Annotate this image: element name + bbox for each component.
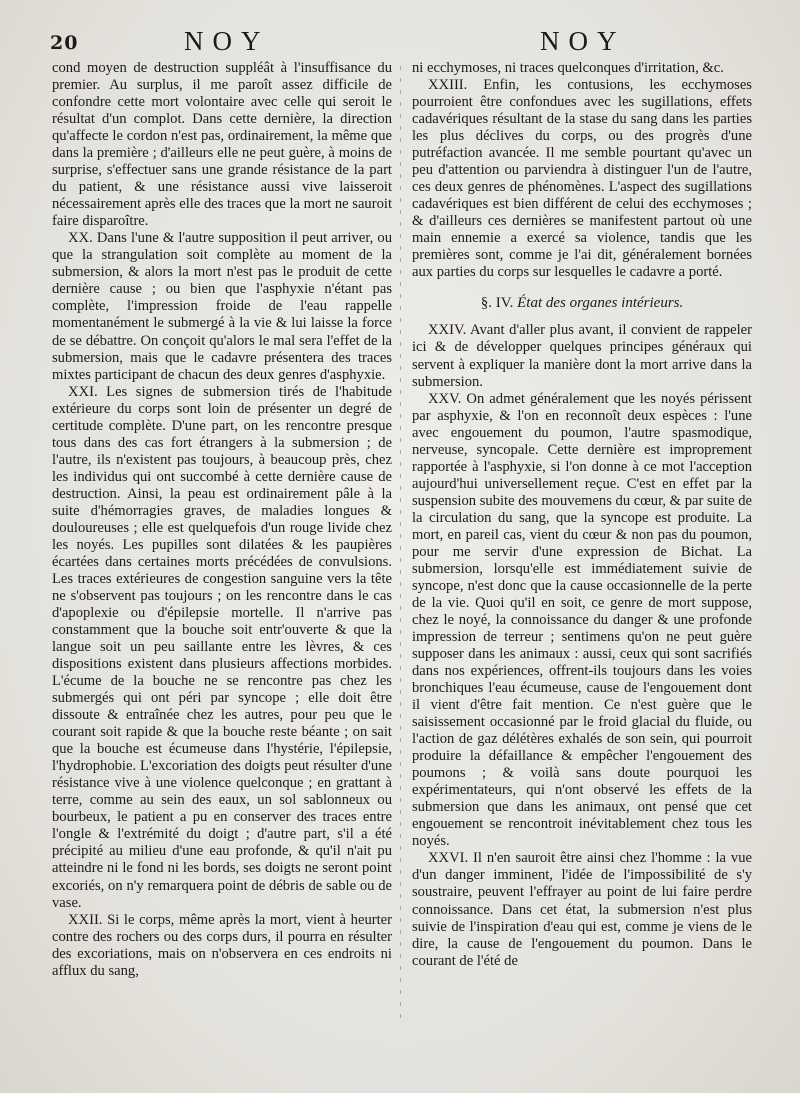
- left-column: [52, 60, 392, 980]
- section-number: §. IV.: [480, 295, 514, 312]
- section-heading: [412, 295, 752, 312]
- column-divider: [400, 66, 401, 1026]
- section-title: État des organes intérieurs.: [517, 295, 684, 312]
- paragraph-continuation: ni ecchymoses, ni traces quelconques d'irritation, &c.: [412, 60, 724, 76]
- paragraph-xxii: XXII. Si le corps, même après la mort, vient à heurter contre des rochers ou des corps durs, il pourra en résulter des excoriations, mais on n'observera en ces endroits ni afflux du sang,: [52, 911, 392, 979]
- page-number: 20: [50, 32, 79, 54]
- paragraph-xx: XX. Dans l'une & l'autre supposition il peut arriver, ou que la strangulation soit complète au moment de la submersion, & alors la mort n'est pas le produit de cette dernière cause ; ou bien que l'asphyxie n'étant pas complète, l'impression froide de l'eau rappelle momentanément le submergé à la vie & lui laisse la force de se débattre. On conçoit qu'alors le mal sera l'effet de la submersion, mais que le cadavre présentera des traces mixtes participant de chacun des deux genres d'asphyxie.: [52, 230, 392, 383]
- paragraph-xxiii: XXIII. Enfin, les contusions, les ecchymoses pourroient être confondues avec les sugillations, effets cadavériques résultant de la stase du sang dans les parties les plus déclives du corps, ou des progrès d'une putréfaction avancée. Il me semble pourtant qu'avec un peu d'attention ou parviendra à distinguer l'un de l'autre, ces deux genres de phénomènes. L'aspect des sugillations cadavériques est bien différent de celui des ecchymoses ; & d'ailleurs ces dernières se manifestent partout où une main ennemie a exercé sa violence, tandis que les premières sont, comme je l'ai dit, généralement bornées aux parties du corps sur lesquelles le cadavre a porté.: [412, 77, 752, 281]
- running-head: [50, 26, 752, 56]
- paragraph-xxv: XXV. On admet généralement que les noyés périssent par asphyxie, & l'on en reconnoît deux espèces : l'une avec engouement du poumon, l'autre spasmodique, nerveuse, syncopale. Cette dernière est improprement rapportée à l'asphyxie, si l'on donne à ce mot l'acception aujourd'hui universellement reçue. C'est en effet par la suspension subite des mouvemens du cœur, & par suite de la circulation du sang, que la syncope est produite. La mort, en pareil cas, vient du cœur & non pas du poumon, pour me servir d'une expression de Bichat. La submersion, lorsqu'elle est immédiatement suivie de syncope, n'est donc que la cause occasionnelle de la perte de la vie. Quoi qu'il en soit, ce genre de mort suppose, chez le noyé, la connoissance du danger & une profonde impression de terreur ; sentimens qu'on ne peut guère supposer dans les animaux : aussi, ceux qui sont sacrifiés dans nos expériences, offrent-ils toujours dans les voies bronchiques l'eau écumeuse, cause de l'engouement dont il vient d'être fait mention. Ce n'est guère que le saisissement occasionné par le froid glacial du fluide, ou l'action de gaz délétères exhalés de son sein, qui pourroit produire la défaillance & empêcher l'engouement des poumons ; & voilà sans doute pourquoi les expérimentateurs, qui n'ont observé les effets de la submersion que dans les animaux, ont pensé que cet engouement se rencontroit inévitablement chez tous les noyés.: [412, 390, 752, 850]
- right-column: [412, 60, 752, 970]
- paragraph-xxiv: XXIV. Avant d'aller plus avant, il convient de rappeler ici & de développer quelques principes généraux qui servent à expliquer la manière dont la mort arrive dans la submersion.: [412, 322, 752, 390]
- running-head-right: NOY: [540, 26, 626, 56]
- paragraph-continuation: cond moyen de destruction suppléât à l'insuffisance du premier. Au surplus, il me paroît assez difficile de confondre cette mort volontaire avec celle qui seroit le résultat d'un complot. Dans cette dernière, la direction qu'affecte le cordon n'est pas, ordinairement, la même que dans la première ; d'ailleurs elle ne peut guère, à moins de surprise, s'effectuer sans une grande résistance de la part du patient, & une résistance aussi vive laisseroit nécessairement après elle des traces que la mort ne sauroit faire disparoître.: [52, 60, 392, 230]
- paragraph-xxvi: XXVI. Il n'en sauroit être ainsi chez l'homme : la vue d'un danger imminent, l'idée de l'impossibilité de s'y soustraire, peuvent l'effrayer au point de lui faire perdre connoissance. Dans cet état, la submersion n'est plus suivie de l'inspiration d'eau qui est, comme je viens de le dire, la cause de l'engouement du poumon. Dans le courant de l'été de: [412, 850, 752, 969]
- running-head-left: NOY: [184, 26, 270, 56]
- paragraph-xxi: XXI. Les signes de submersion tirés de l'habitude extérieure du corps sont loin de présenter un degré de certitude complète. D'une part, on les rencontre presque tous dans des cas fort étrangers à la submersion ; de l'autre, ils n'existent pas toujours, à beaucoup près, chez les individus qui ont succombé à cette dernière cause de destruction. Ainsi, la peau est ordinairement pâle à la suite d'hémorragies graves, de maladies longues & douloureuses ; elle est quelquefois d'un rouge livide chez les noyés. Les pupilles sont dilatées & les paupières écartées dans certaines morts précédées de convulsions. Les traces extérieures de congestion sanguine vers la tête ne s'observent pas toujours ; on les rencontre dans le cas d'apoplexie ou d'épilepsie mortelle. Il n'arrive pas constamment que la bouche soit entr'ouverte & que la langue soit un peu saillante entre les lèvres, & ces dispositions existent dans plusieurs affections morbides. L'écume de la bouche ne se rencontre pas chez les submergés qui ont péri par syncope ; elle doit être dissoute & entraînée chez les autres, pour peu que le courant soit rapide & que la bouche reste béante ; on sait que la bouche est écumeuse dans l'hystérie, l'épilepsie, l'hydrophobie. L'excoriation des doigts peut résulter d'une résistance vive à une violence quelconque ; en grattant à terre, comme au sein des eaux, un sol sablonneux ou bourbeux, le patient a pu en conserver des traces entre l'ongle & l'extrémité du doigt ; d'autre part, s'il a été précipité au milieu d'une eau profonde, & qu'il n'ait pu atteindre ni le fond ni les bords, ses doigts ne seront point excoriés, on n'y remarquera point de débris de sable ou de vase.: [52, 383, 392, 911]
